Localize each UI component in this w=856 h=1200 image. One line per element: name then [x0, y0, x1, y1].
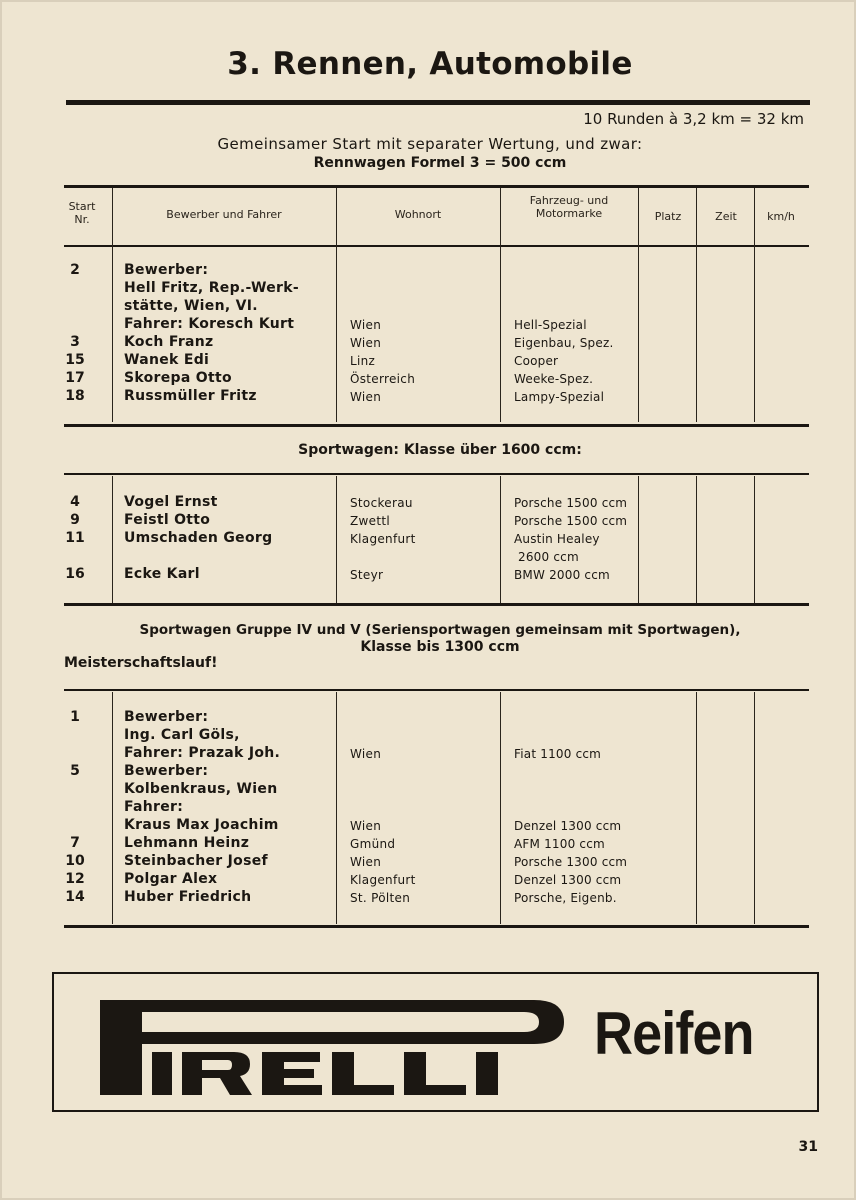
entrant-name: Koch Franz: [124, 334, 214, 350]
table-rule: [64, 473, 809, 475]
entrant-name: Bewerber:: [124, 763, 209, 779]
entrant-name: Skorepa Otto: [124, 370, 232, 386]
entrant-name: Fahrer:: [124, 799, 184, 815]
section3-title: Sportwagen Gruppe IV und V (Seriensportwagen gemeinsam mit Sportwagen),: [139, 622, 741, 638]
start-number: 16: [65, 566, 85, 582]
vehicle-make: Porsche 1300 ccm: [514, 855, 628, 869]
vehicle-make: Denzel 1300 ccm: [514, 873, 622, 887]
title-rule: [66, 100, 810, 105]
vehicle-make: Eigenbau, Spez.: [514, 336, 614, 350]
pirelli-brand-text: PIRELLI: [94, 992, 98, 993]
table-rule: [64, 185, 809, 188]
formula-class: Rennwagen Formel 3 = 500 ccm: [313, 155, 567, 171]
vehicle-make: Fiat 1100 ccm: [514, 747, 602, 761]
header-make: Fahrzeug- und Motormarke: [529, 194, 609, 220]
page-number: 31: [798, 1139, 818, 1155]
residence: Zwettl: [350, 514, 390, 528]
table-rule: [64, 925, 809, 928]
start-number: 12: [65, 871, 85, 887]
vehicle-make: Hell-Spezial: [514, 318, 587, 332]
start-number: 3: [70, 334, 80, 350]
vehicle-make: Porsche, Eigenb.: [514, 891, 617, 905]
residence: Wien: [350, 855, 382, 869]
vehicle-make: Austin Healey: [514, 532, 600, 546]
entrant-name: Russmüller Fritz: [124, 388, 257, 404]
residence: Wien: [350, 747, 382, 761]
section2-title: Sportwagen: Klasse über 1600 ccm:: [298, 442, 582, 458]
entrant-name: Vogel Ernst: [124, 494, 218, 510]
table-rule: [64, 245, 809, 247]
residence: Gmünd: [350, 837, 396, 851]
entrant-name: Lehmann Heinz: [124, 835, 250, 851]
start-number: 5: [70, 763, 80, 779]
start-number: 9: [70, 512, 80, 528]
entrant-name: Ecke Karl: [124, 566, 200, 582]
entrant-name: Wanek Edi: [124, 352, 210, 368]
pirelli-logo: [94, 992, 594, 1102]
entrant-name: Huber Friedrich: [124, 889, 252, 905]
residence: Österreich: [350, 372, 416, 386]
entrant-name: Kolbenkraus, Wien: [124, 781, 278, 797]
header-time: Zeit: [715, 210, 737, 223]
vehicle-make: Porsche 1500 ccm: [514, 514, 628, 528]
start-number: 14: [65, 889, 85, 905]
residence: Stockerau: [350, 496, 413, 510]
start-number: 15: [65, 352, 85, 368]
header-entrant: Bewerber und Fahrer: [166, 208, 282, 221]
entrant-name: Hell Fritz, Rep.-Werk-: [124, 280, 299, 296]
header-start-nr: Start Nr.: [68, 200, 96, 226]
residence: Wien: [350, 819, 382, 833]
entrant-name: Kraus Max Joachim: [124, 817, 279, 833]
vehicle-make: Denzel 1300 ccm: [514, 819, 622, 833]
entrant-name: Bewerber:: [124, 709, 209, 725]
entrant-name: Umschaden Georg: [124, 530, 273, 546]
vehicle-make: BMW 2000 ccm: [514, 568, 610, 582]
residence: St. Pölten: [350, 891, 411, 905]
start-number: 4: [70, 494, 80, 510]
residence: Steyr: [350, 568, 384, 582]
vehicle-make: AFM 1100 ccm: [514, 837, 605, 851]
vehicle-make: Cooper: [514, 354, 559, 368]
entrant-name: Bewerber:: [124, 262, 209, 278]
table-rule: [64, 689, 809, 691]
vehicle-make: Lampy-Spezial: [514, 390, 605, 404]
entrant-name: Steinbacher Josef: [124, 853, 268, 869]
table-rule: [64, 603, 809, 606]
entrant-name: Fahrer: Prazak Joh.: [124, 745, 281, 761]
table-rule: [64, 424, 809, 427]
entrant-name: Ing. Carl Göls,: [124, 727, 240, 743]
pirelli-advert: [52, 972, 819, 1112]
championship-note: Meisterschaftslauf!: [64, 655, 218, 671]
section3-subtitle: Klasse bis 1300 ccm: [360, 639, 520, 655]
start-number: 7: [70, 835, 80, 851]
header-place: Platz: [654, 210, 682, 223]
residence: Klagenfurt: [350, 532, 416, 546]
residence: Linz: [350, 354, 376, 368]
start-number: 1: [70, 709, 80, 725]
residence: Wien: [350, 336, 382, 350]
start-number: 2: [70, 262, 80, 278]
residence: Wien: [350, 318, 382, 332]
entrant-name: Fahrer: Koresch Kurt: [124, 316, 295, 332]
residence: Wien: [350, 390, 382, 404]
vehicle-make: 2600 ccm: [518, 550, 579, 564]
vehicle-make: Weeke-Spez.: [514, 372, 594, 386]
race-distance: 10 Runden à 3,2 km = 32 km: [583, 110, 804, 128]
reifen-wordmark: Reifen: [594, 1000, 754, 1067]
vehicle-make: Porsche 1500 ccm: [514, 496, 628, 510]
entrant-name: stätte, Wien, VI.: [124, 298, 258, 314]
start-number: 10: [65, 853, 85, 869]
start-note: Gemeinsamer Start mit separater Wertung, und zwar:: [217, 135, 643, 153]
start-number: 11: [65, 530, 85, 546]
start-number: 17: [65, 370, 85, 386]
page-title: 3. Rennen, Automobile: [227, 46, 633, 82]
entrant-name: Feistl Otto: [124, 512, 211, 528]
header-speed: km/h: [767, 210, 795, 223]
start-number: 18: [65, 388, 85, 404]
entrant-name: Polgar Alex: [124, 871, 218, 887]
residence: Klagenfurt: [350, 873, 416, 887]
header-residence: Wohnort: [394, 208, 442, 221]
